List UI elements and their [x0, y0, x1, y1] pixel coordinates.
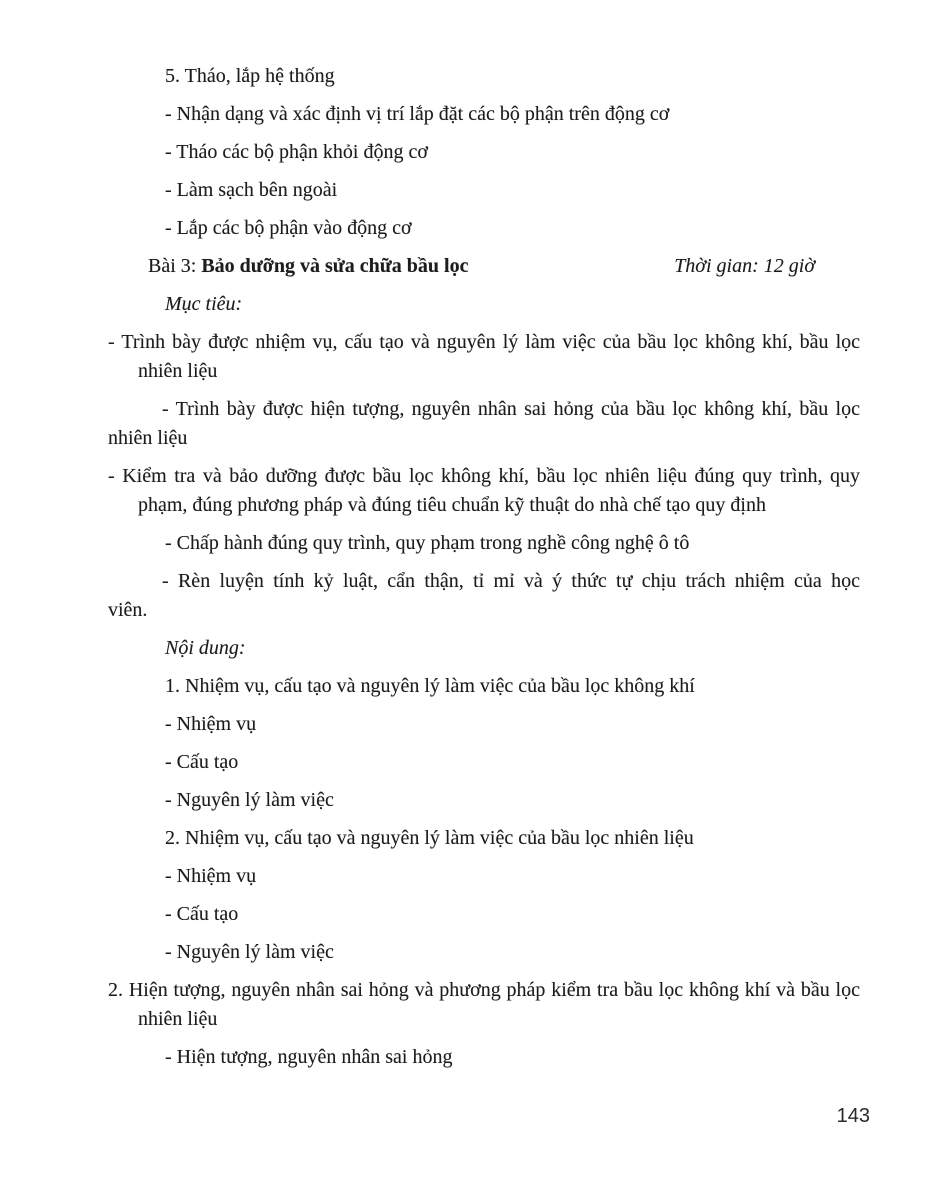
content-item-text: - Nguyên lý làm việc [165, 789, 334, 811]
objective-paragraph [108, 529, 860, 558]
content-item-text: - Cấu tạo [165, 751, 239, 773]
content-item [108, 1043, 860, 1072]
content-item-text: 1. Nhiệm vụ, cấu tạo và nguyên lý làm việc của bầu lọc không khí [165, 675, 695, 697]
content-item [108, 748, 860, 777]
list-item-text: - Lắp các bộ phận vào động cơ [165, 217, 412, 239]
noi-dung-label: Nội dung: [165, 637, 246, 659]
content-item [108, 786, 860, 815]
paragraph-line: - Trình bày được nhiệm vụ, cấu tạo và nguyên lý làm việc của bầu lọc không khí, bầu lọc [108, 331, 860, 353]
content-item [108, 672, 860, 701]
muc-tieu-label: Mục tiêu: [165, 293, 243, 315]
list-item [108, 100, 860, 129]
objective-paragraph [108, 328, 860, 386]
list-item [108, 62, 860, 91]
list-item-text: - Nhận dạng và xác định vị trí lắp đặt các bộ phận trên động cơ [165, 103, 670, 125]
content-item [108, 938, 860, 967]
content-item-text: 2. Nhiệm vụ, cấu tạo và nguyên lý làm việc của bầu lọc nhiên liệu [165, 827, 694, 849]
list-item-text: - Tháo các bộ phận khỏi động cơ [165, 141, 428, 163]
list-item [108, 138, 860, 167]
lesson-title-text: Bảo dưỡng và sửa chữa bầu lọc [201, 255, 469, 277]
list-item [108, 214, 860, 243]
list-item-text: - Làm sạch bên ngoài [165, 179, 338, 201]
paragraph-line: - Chấp hành đúng quy trình, quy phạm trong nghề công nghệ ô tô [165, 532, 690, 554]
paragraph-line: - Trình bày được hiện tượng, nguyên nhân sai hỏng của bầu lọc không khí, bầu lọc [162, 398, 860, 420]
content-item-text: - Cấu tạo [165, 903, 239, 925]
content-item-text: - Nhiệm vụ [165, 713, 257, 735]
lesson-heading [108, 252, 860, 281]
paragraph-line: viên. [108, 599, 148, 621]
content-item [108, 824, 860, 853]
content-item [108, 710, 860, 739]
paragraph-line: nhiên liệu [108, 427, 188, 449]
paragraph-line: phạm, đúng phương pháp và đúng tiêu chuẩn kỹ thuật do nhà chế tạo quy định [138, 494, 766, 516]
content-item-text: - Hiện tượng, nguyên nhân sai hỏng [165, 1046, 453, 1068]
page-number: 143 [836, 1105, 870, 1127]
paragraph-line: nhiên liệu [138, 360, 218, 382]
lesson-number: Bài 3: [148, 255, 202, 277]
paragraph-line: 2. Hiện tượng, nguyên nhân sai hỏng và phương pháp kiểm tra bầu lọc không khí và bầu lọc [108, 979, 860, 1001]
objective-paragraph [108, 462, 860, 520]
content-item [108, 862, 860, 891]
content-paragraph [108, 976, 860, 1034]
lesson-duration: Thời gian: 12 giờ [674, 255, 815, 277]
paragraph-line: - Kiểm tra và bảo dưỡng được bầu lọc không khí, bầu lọc nhiên liệu đúng quy trình, quy [108, 465, 860, 487]
list-item [108, 176, 860, 205]
paragraph-line: - Rèn luyện tính kỷ luật, cẩn thận, tỉ mỉ và ý thức tự chịu trách nhiệm của học [162, 570, 860, 592]
objective-paragraph [108, 395, 860, 453]
lesson-title [148, 252, 468, 281]
paragraph-line: nhiên liệu [138, 1008, 218, 1030]
objective-paragraph [108, 567, 860, 625]
content-item-text: - Nhiệm vụ [165, 865, 257, 887]
list-item-text: 5. Tháo, lắp hệ thống [165, 65, 335, 87]
content-item-text: - Nguyên lý làm việc [165, 941, 334, 963]
content-item [108, 900, 860, 929]
page-body [108, 62, 860, 1081]
